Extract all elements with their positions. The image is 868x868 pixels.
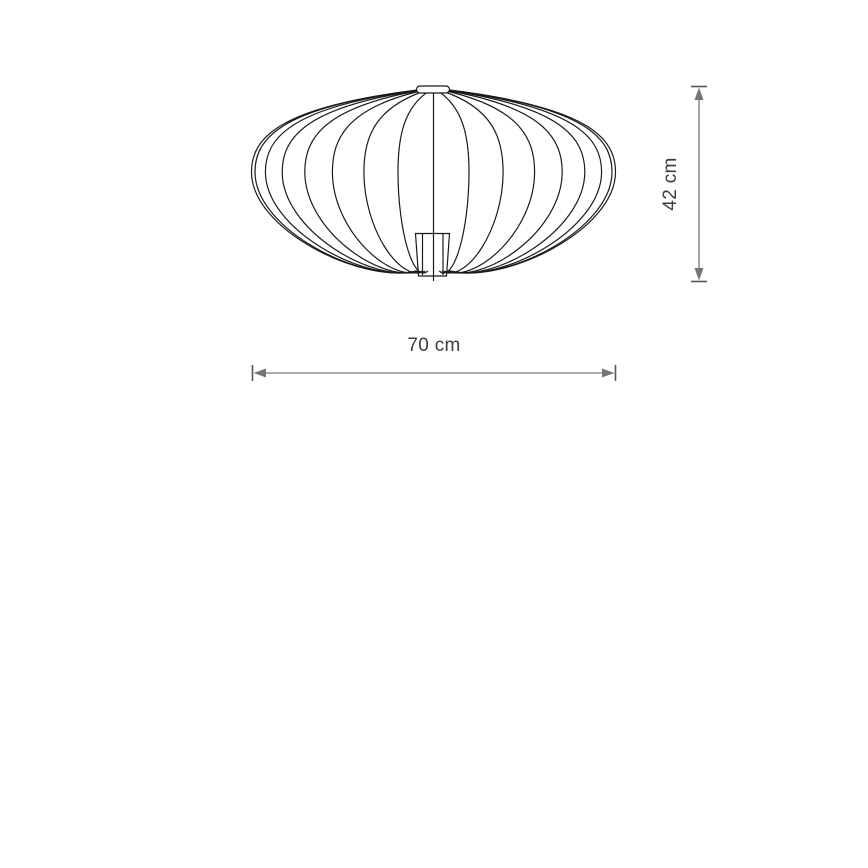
width-dimension [253,365,616,381]
lamp-rib [449,90,616,273]
lamp-rib [448,90,602,273]
arrow-left-icon [254,369,267,378]
lamp-rib [442,90,534,273]
lamp-rib [282,90,420,273]
socket-body [416,234,450,277]
arrow-right-icon [602,369,615,378]
lamp-rib [332,90,425,273]
arrow-down-icon [695,268,704,281]
lamp-rib [252,90,419,273]
height-dimension-label: 42 cm [660,157,681,211]
height-dimension [691,87,707,282]
lamp-socket [416,234,450,277]
lamp-rib [265,90,419,273]
width-dimension-label: 70 cm [407,335,461,356]
lamp-rib [446,90,584,273]
lamp-top-cap [417,86,450,93]
arrow-up-icon [695,88,704,101]
